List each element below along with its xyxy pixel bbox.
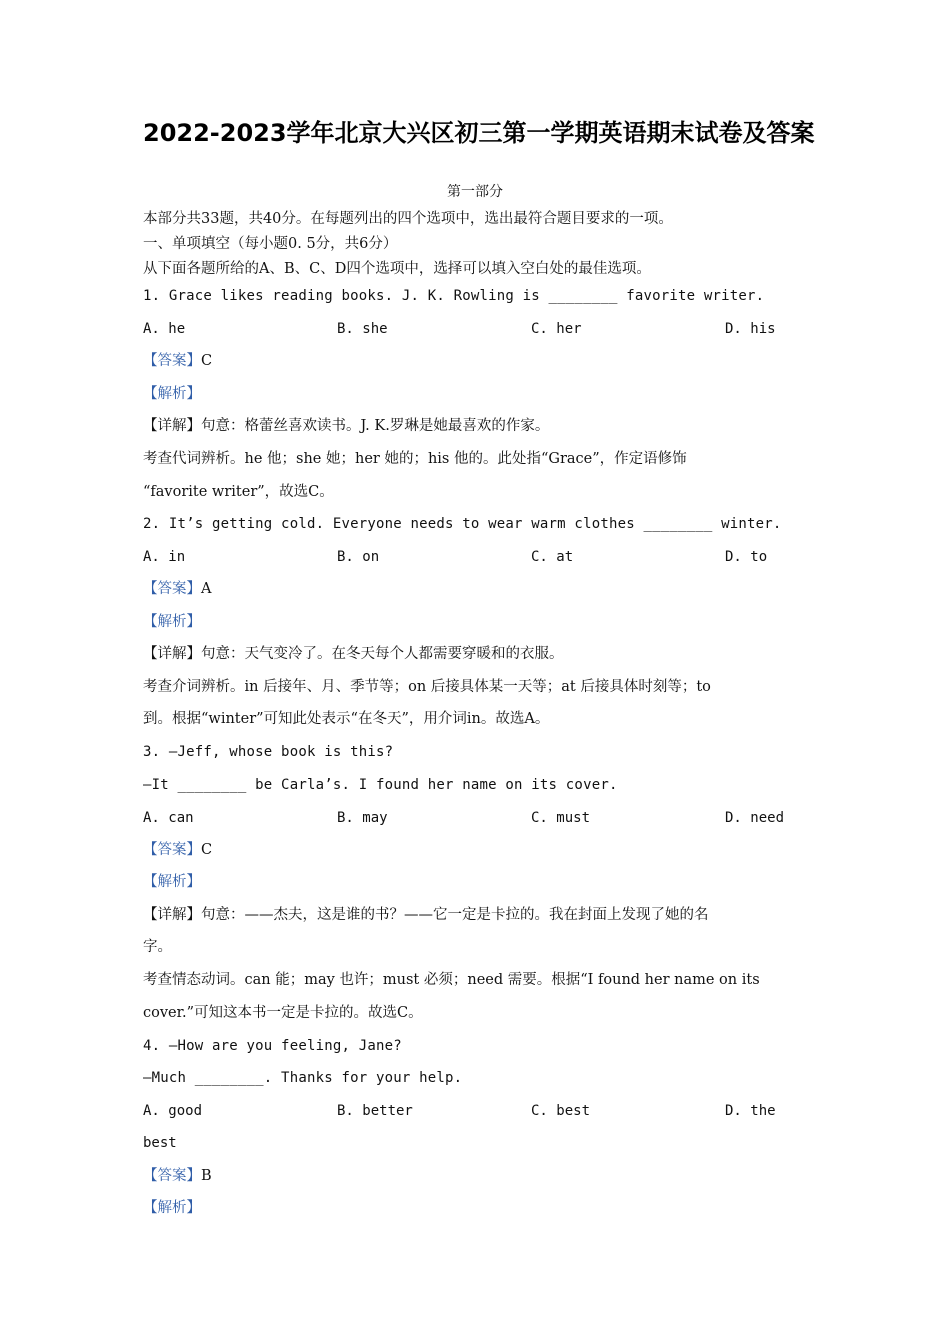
question-3-detail-line-2: 字。 xyxy=(143,939,172,955)
question-4-option-a: A. good xyxy=(143,1103,203,1119)
question-2-option-a: A. in xyxy=(143,549,186,565)
question-2-option-b: B. on xyxy=(337,549,380,565)
question-4-option-c: C. best xyxy=(531,1103,591,1119)
question-4-answer xyxy=(143,1166,823,1186)
answer-value: A xyxy=(201,581,212,597)
question-1-option-c: C. her xyxy=(531,321,582,337)
detail-text: 句意：格蕾丝喜欢读书。J. K.罗琳是她最喜欢的作家。 xyxy=(201,418,550,434)
question-4-option-b: B. better xyxy=(337,1103,413,1119)
part-heading: 第一部分 xyxy=(447,184,503,200)
question-3-option-c: C. must xyxy=(531,810,591,826)
question-2-option-d: D. to xyxy=(725,549,768,565)
question-3-option-d: D. need xyxy=(725,810,785,826)
answer-label: 【答案】 xyxy=(143,1168,201,1184)
question-3-option-b: B. may xyxy=(337,810,388,826)
question-1-analysis-label: 【解析】 xyxy=(143,386,201,402)
part-intro: 本部分共33题，共40分。在每题列出的四个选项中，选出最符合题目要求的一项。 xyxy=(143,211,673,227)
question-3-stem-line-2: —It ________ be Carla’s. I found her name on its cover. xyxy=(143,777,618,793)
answer-label: 【答案】 xyxy=(143,353,201,369)
question-1-stem: 1. Grace likes reading books. J. K. Rowling is ________ favorite writer. xyxy=(143,288,765,304)
question-1-option-a: A. he xyxy=(143,321,186,337)
question-1-detail xyxy=(143,416,823,436)
question-4-analysis-label: 【解析】 xyxy=(143,1200,201,1216)
answer-label: 【答案】 xyxy=(143,842,201,858)
answer-label: 【答案】 xyxy=(143,581,201,597)
detail-label: 【详解】 xyxy=(143,907,201,923)
question-2-answer xyxy=(143,579,823,599)
question-1-explanation-line-2: “favorite writer”，故选C。 xyxy=(143,484,334,500)
question-2-analysis-label: 【解析】 xyxy=(143,614,201,630)
question-2-option-c: C. at xyxy=(531,549,574,565)
document-title: 2022-2023学年北京大兴区初三第一学期英语期末试卷及答案 xyxy=(143,119,815,147)
question-3-explanation-line-1: 考查情态动词。can 能；may 也许；must 必须；need 需要。根据“I found her name on its xyxy=(143,972,760,988)
question-1-option-d: D. his xyxy=(725,321,776,337)
section-heading: 一、单项填空（每小题0. 5分，共6分） xyxy=(143,236,398,252)
question-3-explanation-line-2: cover.”可知这本书一定是卡拉的。故选C。 xyxy=(143,1005,423,1021)
answer-value: C xyxy=(201,353,213,369)
question-2-explanation-line-1: 考查介词辨析。in 后接年、月、季节等；on 后接具体某一天等；at 后接具体时刻等；to xyxy=(143,679,711,695)
section-instruction: 从下面各题所给的A、B、C、D四个选项中，选择可以填入空白处的最佳选项。 xyxy=(143,261,651,277)
answer-value: B xyxy=(201,1168,212,1184)
question-2-detail xyxy=(143,644,823,664)
question-3-detail xyxy=(143,905,823,925)
question-4-stem-line-1: 4. —How are you feeling, Jane? xyxy=(143,1038,402,1054)
detail-label: 【详解】 xyxy=(143,418,201,434)
question-4-option-d-wrap: best xyxy=(143,1135,177,1151)
question-4-stem-line-2: —Much ________. Thanks for your help. xyxy=(143,1070,463,1086)
question-1-answer xyxy=(143,351,823,371)
detail-text: 句意：天气变冷了。在冬天每个人都需要穿暖和的衣服。 xyxy=(201,646,564,662)
question-1-option-b: B. she xyxy=(337,321,388,337)
question-2-stem: 2. It’s getting cold. Everyone needs to wear warm clothes ________ winter. xyxy=(143,516,782,532)
detail-label: 【详解】 xyxy=(143,646,201,662)
question-3-stem-line-1: 3. —Jeff, whose book is this? xyxy=(143,744,394,760)
question-3-analysis-label: 【解析】 xyxy=(143,874,201,890)
detail-text: 句意：——杰夫，这是谁的书？——它一定是卡拉的。我在封面上发现了她的名 xyxy=(201,907,709,923)
question-3-answer xyxy=(143,840,823,860)
question-3-option-a: A. can xyxy=(143,810,194,826)
answer-value: C xyxy=(201,842,213,858)
question-4-option-d: D. the xyxy=(725,1103,776,1119)
question-2-explanation-line-2: 到。根据“winter”可知此处表示“在冬天”，用介词in。故选A。 xyxy=(143,711,550,727)
question-1-explanation-line-1: 考查代词辨析。he 他；she 她；her 她的；his 他的。此处指“Grace”，作定语修饰 xyxy=(143,451,687,467)
